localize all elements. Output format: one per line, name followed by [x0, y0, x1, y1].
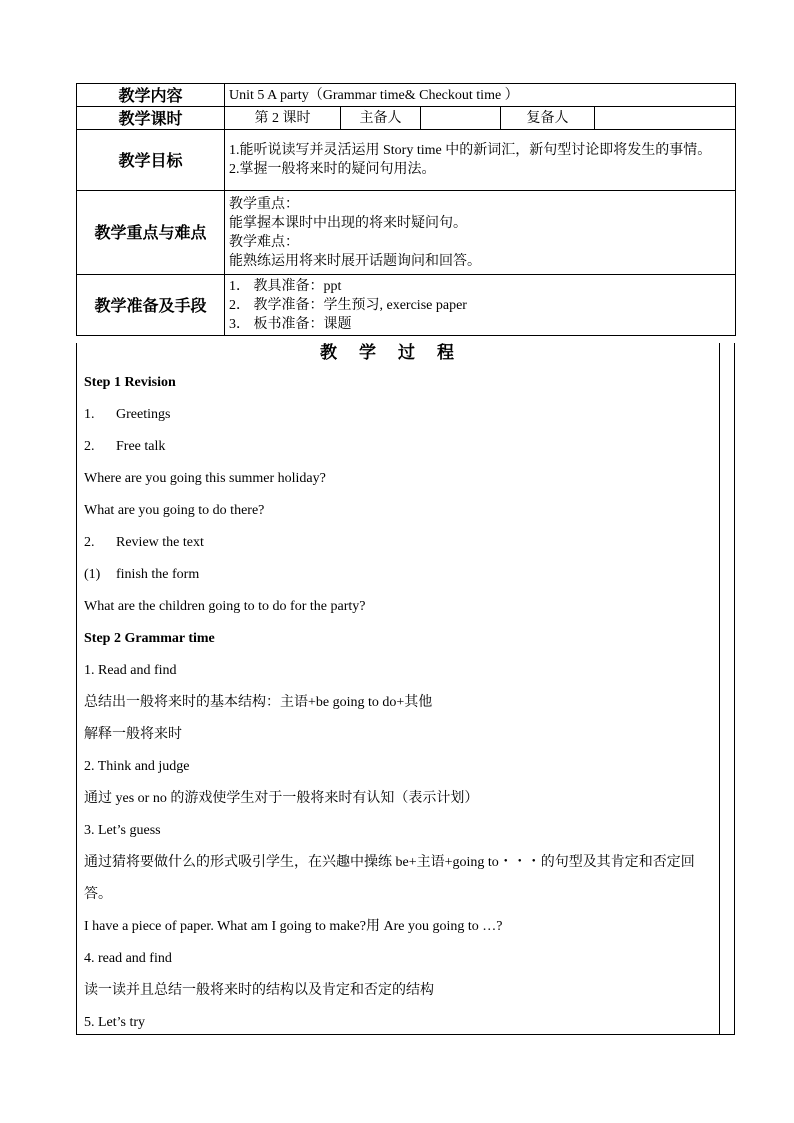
- preparation-line: 2． 教学准备：学生预习, exercise paper: [229, 297, 467, 313]
- preparation-content: [225, 275, 736, 336]
- process-lines: [84, 367, 716, 1039]
- period-row: [77, 107, 736, 130]
- text-line: 读一读并且总结一般将来时的结构以及肯定和否定的结构: [84, 983, 434, 998]
- objectives-row: [77, 130, 736, 191]
- teaching-process-section: [76, 343, 735, 1035]
- text-line: 通过猜将要做什么的形式吸引学生，在兴趣中操练 be+主语+going to・・・的句型及其肯定和否定回答。: [84, 855, 695, 902]
- text-line: 1. Read and find: [84, 663, 177, 678]
- text-line: What are you going to do there?: [84, 503, 265, 518]
- text-line: I have a piece of paper. What am I going to make?用 Are you going to …?: [84, 919, 503, 934]
- objectives-content: [225, 130, 736, 191]
- key-points-content: [225, 191, 736, 275]
- key-point-line: 能掌握本课时中出现的将来时疑问句。: [229, 215, 467, 231]
- text-line: 4. read and find: [84, 951, 172, 966]
- item-text: Free talk: [116, 439, 166, 454]
- text-line: 2. Think and judge: [84, 759, 190, 774]
- preparation-label: 教学准备及手段: [77, 275, 225, 336]
- text-line: 3. Let’s guess: [84, 823, 161, 838]
- process-inner-border: [719, 343, 720, 1034]
- key-points-row: [77, 191, 736, 275]
- reviewer-label: 复备人: [501, 107, 595, 130]
- lesson-info-table: [76, 83, 736, 336]
- text-line: What are the children going to to do for the party?: [84, 599, 366, 614]
- item-number: (1): [84, 567, 101, 582]
- list-item: [84, 559, 716, 591]
- objectives-label: 教学目标: [77, 130, 225, 191]
- item-number: 2.: [84, 439, 95, 454]
- text-line: 解释一般将来时: [84, 727, 182, 742]
- objective-line: 2.掌握一般将来时的疑问句用法。: [229, 162, 436, 177]
- content-row: [77, 84, 736, 107]
- process-title: 教学过程: [320, 343, 476, 363]
- key-point-line: 教学难点：: [229, 234, 299, 250]
- key-points-label: 教学重点与难点: [77, 191, 225, 275]
- reviewer-value: [595, 107, 736, 130]
- period-label: 教学课时: [77, 107, 225, 130]
- main-preparer-value: [421, 107, 501, 130]
- preparation-row: [77, 275, 736, 336]
- text-line: 通过 yes or no 的游戏使学生对于一般将来时有认知（表示计划）: [84, 791, 479, 806]
- list-item: [84, 431, 716, 463]
- preparation-line: 1． 教具准备：ppt: [229, 278, 342, 294]
- list-item: [84, 527, 716, 559]
- item-number: 1.: [84, 407, 95, 422]
- objective-line: 1.能听说读写并灵活运用 Story time 中的新词汇，新句型讨论即将发生的事情。: [229, 143, 712, 158]
- text-line: Where are you going this summer holiday?: [84, 471, 326, 486]
- step2-heading: Step 2 Grammar time: [84, 631, 215, 646]
- item-text: Greetings: [116, 407, 171, 422]
- content-label: 教学内容: [77, 84, 225, 107]
- main-preparer-label: 主备人: [341, 107, 421, 130]
- text-line: 总结出一般将来时的基本结构：主语+be going to do+其他: [84, 695, 433, 710]
- text-line: 5. Let’s try: [84, 1015, 146, 1030]
- item-text: finish the form: [116, 567, 200, 582]
- item-text: Review the text: [116, 535, 204, 550]
- preparation-line: 3． 板书准备：课题: [229, 316, 352, 332]
- list-item: [84, 399, 716, 431]
- key-point-line: 教学重点：: [229, 196, 299, 212]
- step1-heading: Step 1 Revision: [84, 375, 176, 390]
- content-value: Unit 5 A party（Grammar time& Checkout time ）: [225, 84, 736, 107]
- period-value: 第 2 课时: [225, 107, 341, 130]
- key-point-line: 能熟练运用将来时展开话题询问和回答。: [229, 253, 481, 269]
- item-number: 2.: [84, 535, 95, 550]
